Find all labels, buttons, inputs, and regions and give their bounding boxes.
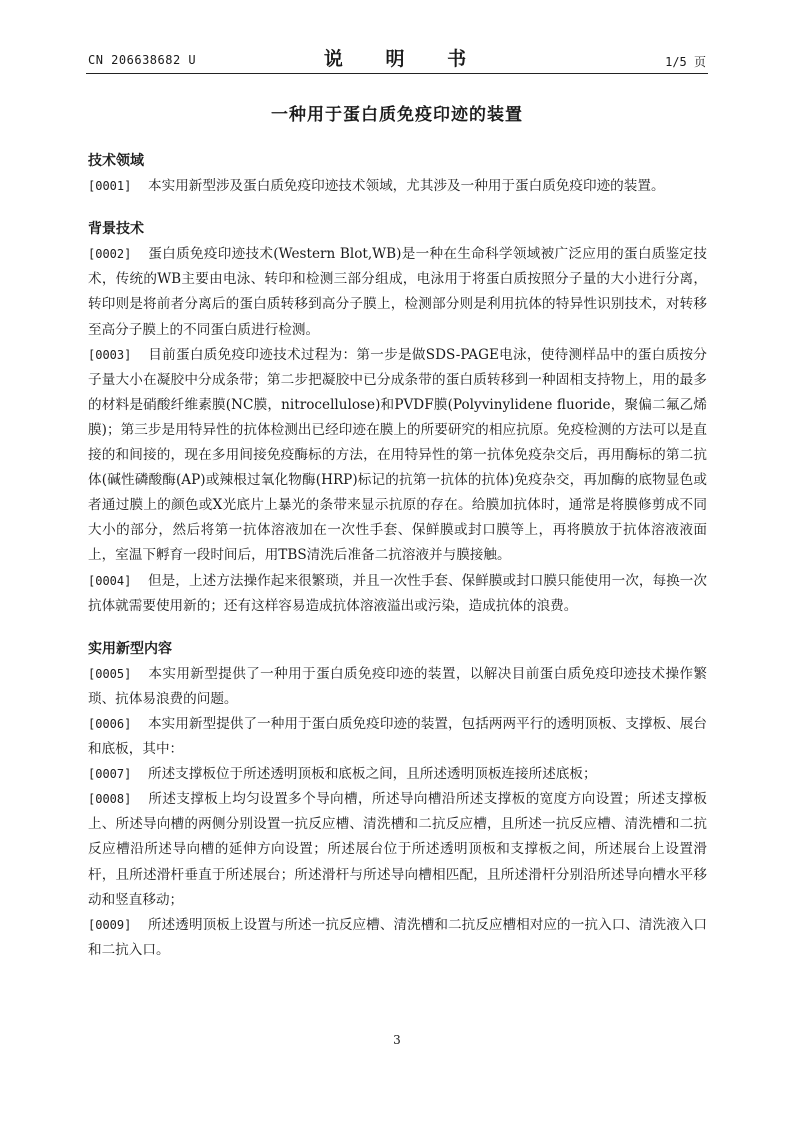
header-divider	[86, 73, 708, 74]
paragraph-text: 所述透明顶板上设置与所述一抗反应槽、清洗槽和二抗反应槽相对应的一抗入口、清洗液入口和二抗入口。	[88, 916, 707, 958]
paragraph-text: 所述支撑板上均匀设置多个导向槽，所述导向槽沿所述支撑板的宽度方向设置；所述支撑板上、所述导向槽的两侧分别设置一抗反应槽、清洗槽和二抗反应槽，且所述一抗反应槽、清洗槽和二抗反应槽沿所述导向槽的延伸方向设置；所述展台位于所述透明顶板和支撑板之间，所述展台上设置滑杆，且所述滑杆垂直于所述展台；所述滑杆与所述导向槽相匹配，且所述滑杆分别沿所述导向槽水平移动和竖直移动；	[88, 791, 707, 908]
paragraph	[88, 913, 707, 963]
document-title: 一种用于蛋白质免疫印迹的装置	[271, 105, 523, 125]
header-title: 说 明 书	[323, 48, 485, 70]
section-heading: 实用新型内容	[88, 640, 172, 657]
paragraph-number: [0001]	[88, 179, 132, 194]
paragraph-text: 但是，上述方法操作起来很繁琐，并且一次性手套、保鲜膜或封口膜只能使用一次，每换一次抗体就需要使用新的；还有这样容易造成抗体溶液溢出或污染，造成抗体的浪费。	[88, 572, 707, 614]
paragraph-number: [0006]	[88, 716, 132, 731]
paragraph-text: 本实用新型提供了一种用于蛋白质免疫印迹的装置，包括两两平行的透明顶板、支撑板、展台和底板，其中：	[88, 715, 707, 758]
paragraph	[88, 242, 707, 342]
paragraph-text: 所述支撑板位于所述透明顶板和底板之间，且所述透明顶板连接所述底板；	[148, 766, 597, 783]
section-heading: 背景技术	[88, 221, 144, 238]
paragraph-text: 本实用新型提供了一种用于蛋白质免疫印迹的装置，以解决目前蛋白质免疫印迹技术操作繁琐、抗体易浪费的问题。	[88, 665, 707, 707]
paragraph	[88, 174, 707, 199]
paragraph	[88, 343, 707, 569]
section-heading: 技术领域	[88, 153, 144, 169]
paragraph-number: [0002]	[88, 247, 132, 262]
paragraph-number: [0009]	[88, 917, 132, 932]
paragraph-text: 蛋白质免疫印迹技术(Western Blot,WB)是一种在生命科学领域被广泛应用的蛋白质鉴定技术，传统的WB主要由电泳、转印和检测三部分组成，电泳用于将蛋白质按照分子量的大小进行分离，转印则是将前者分离后的蛋白质转移到高分子膜上，检测部分则是利用抗体的特异性识别技术，对转移至高分子膜上的不同蛋白质进行检测。	[88, 246, 707, 338]
section-technical-field	[88, 149, 707, 199]
paragraph-number: [0004]	[88, 573, 132, 588]
paragraph-number: [0005]	[88, 666, 132, 681]
paragraph-text: 目前蛋白质免疫印迹技术过程为：第一步是做SDS-PAGE电泳，使待测样品中的蛋白质按分子量大小在凝胶中分成条带；第二步把凝胶中已分成条带的蛋白质转移到一种固相支持物上，用的最多的材料是硝酸纤维素膜(NC膜，nitrocellulose)和PVDF膜(Polyvinylidene fluoride，聚偏二氟乙烯膜)；第三步是用特异性的抗体检测出已经印迹在膜上的所要研究的相应抗原。免疫检测的方法可以是直接的和间接的，现在多用间接免疫酶标的方法，在用特异性的第一抗体免疫杂交后，再用酶标的第二抗体(碱性磷酸酶(AP)或辣根过氧化物酶(HRP)标记的抗第一抗体的抗体)免疫杂交，再加酶的底物显色或者通过膜上的颜色或X光底片上暴光的条带来显示抗原的存在。给膜加抗体时，通常是将膜修剪成不同大小的部分，然后将第一抗体溶液加在一次性手套、保鲜膜或封口膜等上，再将膜放于抗体溶液液面上，室温下孵育一段时间后，用TBS清洗后准备二抗溶液并与膜接触。	[88, 346, 707, 564]
page-header	[0, 0, 794, 80]
paragraph	[88, 712, 707, 762]
page-reference: 1/5 页	[665, 55, 706, 69]
paragraph-number: [0007]	[88, 767, 132, 782]
document-body	[88, 149, 707, 963]
paragraph-number: [0008]	[88, 792, 132, 807]
paragraph	[88, 762, 707, 787]
paragraph	[88, 569, 707, 619]
section-utility-model-content	[88, 637, 707, 963]
section-background	[88, 217, 707, 619]
paragraph	[88, 787, 707, 912]
paragraph-number: [0003]	[88, 347, 132, 362]
page-number: 3	[393, 1033, 401, 1047]
paragraph	[88, 662, 707, 712]
patent-number: CN 206638682 U	[88, 53, 197, 67]
paragraph-text: 本实用新型涉及蛋白质免疫印迹技术领域，尤其涉及一种用于蛋白质免疫印迹的装置。	[148, 178, 665, 195]
